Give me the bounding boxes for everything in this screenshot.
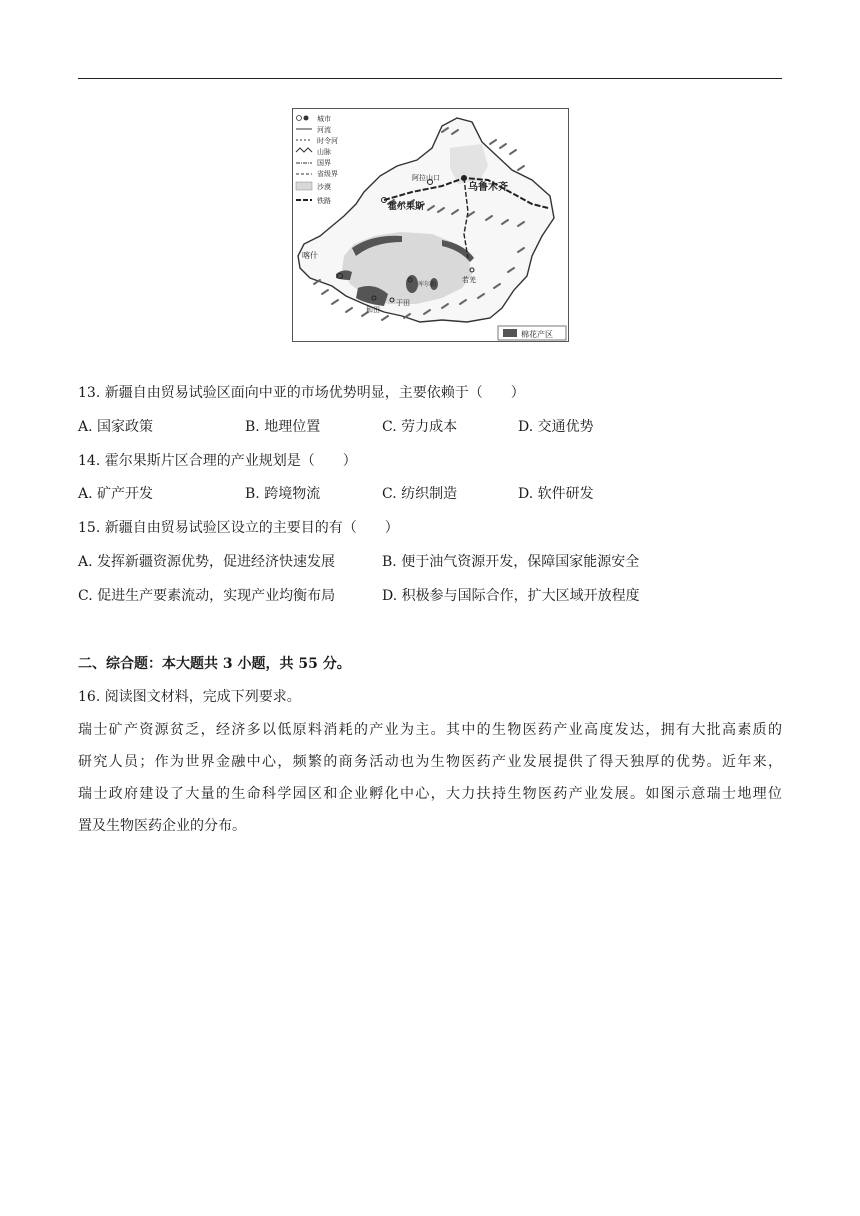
label-hotan: 和田	[366, 306, 380, 314]
xinjiang-map	[292, 108, 569, 342]
legend-mountain: 山脉	[317, 148, 331, 156]
section-title: 二、综合题：本大题共 3 小题，共 55 分。	[78, 656, 351, 672]
legend-river: 河流	[317, 126, 331, 134]
legend-seasonal-river: 时令河	[317, 137, 338, 145]
q15-option-c[interactable]: C. 促进生产要素流动，实现产业均衡布局	[78, 588, 336, 604]
legend-desert: 沙漠	[317, 183, 331, 191]
label-khorgos: 霍尔果斯	[388, 202, 425, 212]
question-16-material	[78, 720, 782, 848]
label-yutian: 于田	[396, 299, 410, 307]
legend-railway: 铁路	[317, 197, 331, 205]
q15-option-a[interactable]: A. 发挥新疆资源优势，促进经济快速发展	[78, 554, 336, 570]
q13-option-d[interactable]: D. 交通优势	[518, 419, 594, 435]
question-16-stem: 16. 阅读图文材料，完成下列要求。	[78, 689, 301, 705]
q13-option-a[interactable]: A. 国家政策	[78, 419, 154, 435]
q14-option-a[interactable]: A. 矿产开发	[78, 486, 154, 502]
q14-option-c[interactable]: C. 纺织制造	[382, 486, 458, 502]
material-line: 研究人员；作为世界金融中心，频繁的商务活动也为生物医药产业发展提供了得天独厚的优势。近年来，	[78, 754, 782, 770]
q13-option-c[interactable]: C. 劳力成本	[382, 419, 458, 435]
material-line: 瑞士矿产资源贫乏，经济多以低原料消耗的产业为主。其中的生物医药产业高度发达，拥有大批高素质的	[78, 722, 782, 738]
legend-national-border: 国界	[317, 159, 331, 167]
legend-province-border: 省级界	[317, 170, 338, 178]
label-alashankou: 阿拉山口	[412, 174, 440, 182]
q14-option-d[interactable]: D. 软件研发	[518, 486, 594, 502]
label-ruoqiang: 若羌	[462, 276, 476, 284]
label-urumqi: 乌鲁木齐	[468, 182, 508, 193]
question-13-stem: 13. 新疆自由贸易试验区面向中亚的市场优势明显，主要依赖于（ ）	[78, 385, 525, 401]
label-korla: 库尔勒	[418, 281, 437, 288]
question-15-stem: 15. 新疆自由贸易试验区设立的主要目的有（ ）	[78, 520, 399, 536]
q14-option-b[interactable]: B. 跨境物流	[245, 486, 321, 502]
material-line: 置及生物医药企业的分布。	[78, 818, 246, 834]
header-rule	[78, 78, 782, 79]
q15-option-d[interactable]: D. 积极参与国际合作，扩大区域开放程度	[382, 588, 640, 604]
q15-option-b[interactable]: B. 便于油气资源开发，保障国家能源安全	[382, 554, 640, 570]
question-14-stem: 14. 霍尔果斯片区合理的产业规划是（ ）	[78, 453, 357, 469]
material-line: 瑞士政府建设了大量的生命科学园区和企业孵化中心，大力扶持生物医药产业发展。如图示意瑞士地理位	[78, 786, 782, 802]
legend-city: 城市	[317, 115, 331, 123]
q13-option-b[interactable]: B. 地理位置	[245, 419, 321, 435]
label-kashgar: 喀什	[302, 251, 318, 260]
legend-cotton: 棉花产区	[521, 330, 553, 339]
